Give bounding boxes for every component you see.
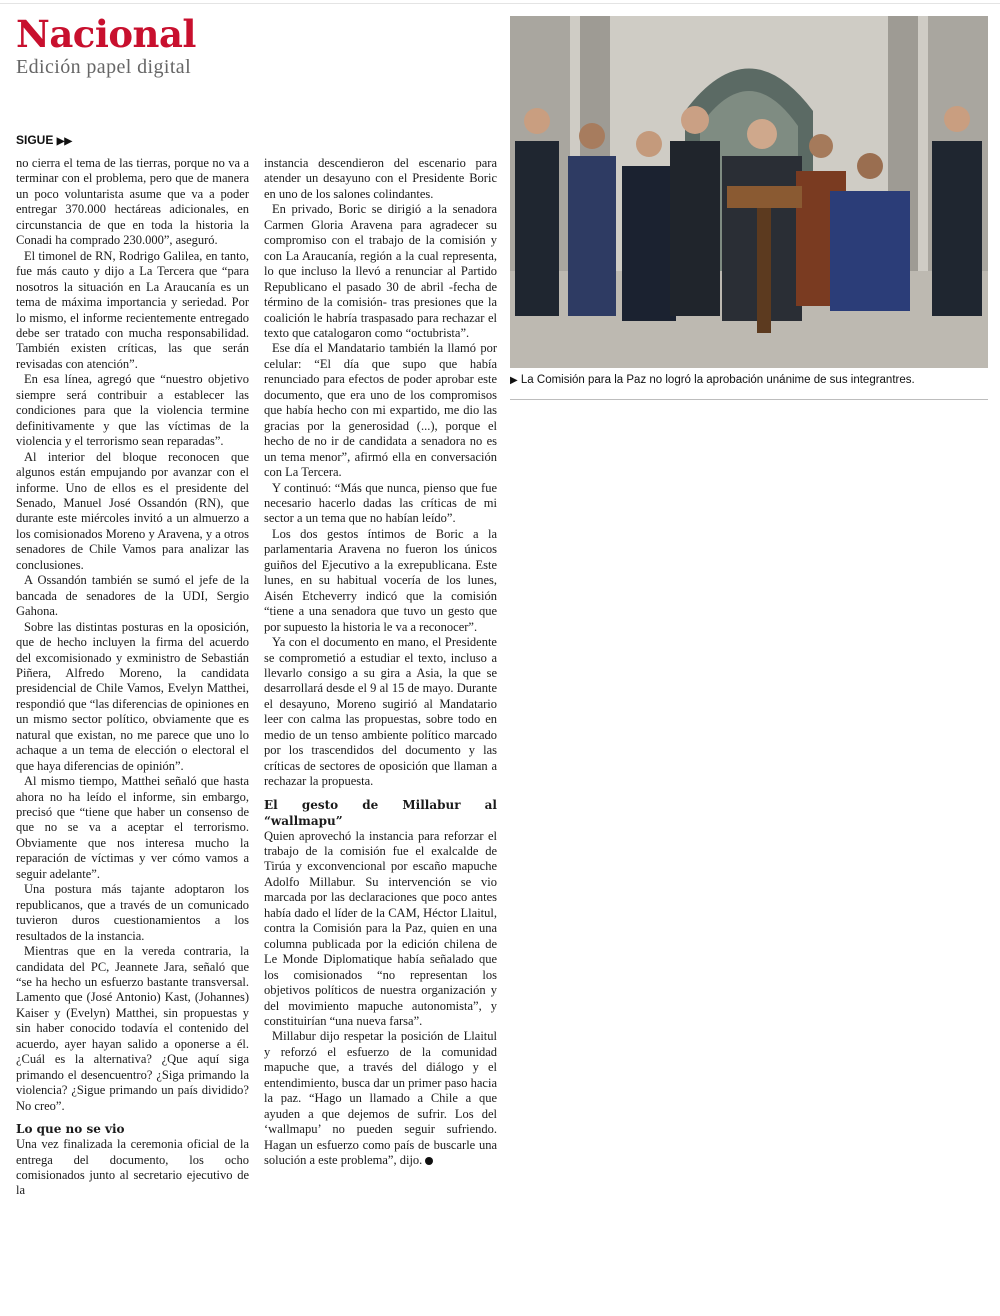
article-column-1 [16, 156, 249, 1199]
section-title: Nacional [16, 12, 196, 56]
paragraph: Los dos gestos íntimos de Boric a la parlamentaria Aravena no fueron los únicos guiños del Ejecutivo a la exrepublicana. Este lunes, en su habitual vocería de los lunes, Aisén Etcheverry indicó que la comisión “tiene a una senadora que tuvo un gesto que por supuesto la historia le va a reconocer”. [264, 526, 497, 634]
paragraph: Quien aprovechó la instancia para reforzar el trabajo de la comisión fue el exalcalde de Tirúa y exconvencional por escaño mapuche Adolfo Millabur. Su intervención se vio marcada por las declaraciones que poco antes había dado el líder de la CAM, Héctor Llaitul, contra la Comisión para la Paz, quien en una columna publicada por la edición chilena de Le Monde Diplomatique había señalado que los comisionados “no representan los objetivos políticos de nuestra organización y del movimiento mapuche autonomista”, y constituirían “una nueva farsa”. [264, 828, 497, 1029]
continued-label: SIGUE [16, 133, 54, 147]
paragraph: instancia descendieron del escenario para atender un desayuno con el Presidente Boric en uno de los salones colindantes. [264, 156, 497, 201]
edition-subtitle: Edición papel digital [16, 56, 192, 78]
paragraph: Mientras que en la vereda contraria, la candidata del PC, Jeannete Jara, señaló que “se ha hecho un esfuerzo bastante transversal. Lamento que (José Antonio) Kast, (Johannes) Kaiser y (Evelyn) Matthei, sin propuestas y sin haber conocido todavía el contenido del acuerdo, ayer hayan salido a oponerse a él. ¿Cuál es la alternativa? ¿Que aquí siga primando el desencuentro? ¿Siga primando la violencia? ¿Sigue primando un país dividido? No creo”. [16, 944, 249, 1113]
subheading: El gesto de Millabur al “wallmapu” [264, 797, 497, 828]
paragraph: Una vez finalizada la ceremonia oficial de la entrega del documento, los ocho comisionados junto al secretario ejecutivo de la [16, 1137, 249, 1198]
paragraph: Ese día el Mandatario también la llamó por celular: “El día que supo que había renunciado para efectos de poder aprobar este documento, que era uno de los compromisos que había hecho con mi expartido, me dio las gracias por la generosidad (...), porque el hecho de no ir de candidata a senadora no es un tema menor”, afirmó ella en conversación con La Tercera. [264, 341, 497, 480]
paragraph: A Ossandón también se sumó el jefe de la bancada de senadores de la UDI, Sergio Gahona. [16, 573, 249, 619]
paragraph [264, 1029, 497, 1168]
paragraph: no cierra el tema de las tierras, porque no va a terminar con el problema, pero que de manera un poco voluntarista asume que va a poder entregar 370.000 hectáreas adicionales, en circunstancia de que en toda la historia la Conadi ha comprado 230.000”, aseguró. [16, 156, 249, 248]
paragraph-text: Millabur dijo respetar la posición de Llaitul y reforzó el esfuerzo de la comunidad mapuche que, a través del diálogo y el entendimiento, busca dar un primer paso hacia la paz. “Hago un llamado a Chile a que ayuden a que dejemos de sufrir. Los del ‘wallmapu’ no pueden seguir sufriendo. Hagan un esfuerzo como país de buscarle una solución a este problema”, dijo. [264, 1029, 497, 1168]
subheading: Lo que no se vio [16, 1122, 125, 1137]
continued-arrows-icon: ▶▶ [56, 136, 73, 147]
continued-marker [16, 133, 72, 147]
paragraph: Y continuó: “Más que nunca, pienso que fue necesario hacerlo dadas las críticas de mi sector a un tema que no habían leído”. [264, 480, 497, 526]
paragraph: Al interior del bloque reconocen que algunos están empujando por avanzar con el informe. Uno de ellos es el presidente del Senado, Manuel José Ossandón (RN), que durante este miércoles invitó a un almuerzo a los comisionados Moreno y Aravena, y a otros senadores de Chile Vamos para analizar las conclusiones. [16, 449, 249, 572]
paragraph: El timonel de RN, Rodrigo Galilea, en tanto, fue más cauto y dijo a La Tercera que “para nosotros la situación en La Araucanía es un tema de máxima importancia y seriedad. Por lo mismo, el informe recientemente entregado debe ser tratado con mucha responsabilidad. También existen críticas, las que serán revisadas con atención”. [16, 248, 249, 371]
top-border [0, 3, 1000, 4]
paragraph: En esa línea, agregó que “nuestro objetivo siempre será contribuir a establecer las condiciones para que la violencia termine definitivamente y que las víctimas de la violencia y el terrorismo sean reparadas”. [16, 372, 249, 449]
paragraph: Sobre las distintas posturas en la oposición, que de hecho incluyen la firma del acuerdo del excomisionado y exministro de Sebastián Piñera, Alfredo Moreno, la candidata presidencial de Chile Vamos, Evelyn Matthei, respondió que “las diferencias de opiniones en un mismo sector político, obviamente que es natural que existan, no me parece que uno lo achaque a un tema de elección o electoral el que haya diferencias de opinión”. [16, 619, 249, 773]
masthead [16, 12, 196, 78]
article-column-2 [264, 156, 497, 1169]
paragraph: En privado, Boric se dirigió a la senadora Carmen Gloria Aravena para agradecer su compromiso con el trabajo de la comisión y con La Araucanía, región a la cual representa, lo que incluso la llevó a renunciar al Partido Republicano el pasado 30 de abril -fecha de término de la comisión- tras presiones que la coalición le habría traspasado para rechazar el texto que catalogaron como “octubrista”. [264, 202, 497, 340]
photo-caption [510, 374, 988, 386]
caption-divider [510, 399, 988, 400]
caption-triangle-icon: ▶ [510, 375, 518, 386]
photo-illustration [510, 16, 988, 368]
paragraph: Al mismo tiempo, Matthei señaló que hasta ahora no ha leído el informe, sin embargo, precisó que “tiene que haber un consenso de que no se va a aceptar el terrorismo. Obviamente que nos interesa mucho la reparación de víctimas y ver cómo vamos a seguir adelante”. [16, 774, 249, 881]
paragraph: Una postura más tajante adoptaron los republicanos, que a través de un comunicado tuvieron duros cuestionamientos a los resultados de la instancia. [16, 882, 249, 943]
end-of-article-icon [425, 1157, 433, 1165]
caption-text: La Comisión para la Paz no logró la aprobación unánime de sus integrantres. [520, 374, 915, 386]
paragraph: Ya con el documento en mano, el Presidente se comprometió a estudiar el texto, incluso a llevarlo consigo a su gira a Asia, la que se desarrollará desde el 9 al 15 de mayo. Durante el desayuno, Moreno sugirió al Mandatario leer con calma las propuestas, sobre todo en medio de un tenso ambiente político marcado por los trascendidos del documento y las críticas de sectores de oposición que llaman a rechazar la propuesta. [264, 635, 497, 789]
news-photo [510, 16, 988, 368]
